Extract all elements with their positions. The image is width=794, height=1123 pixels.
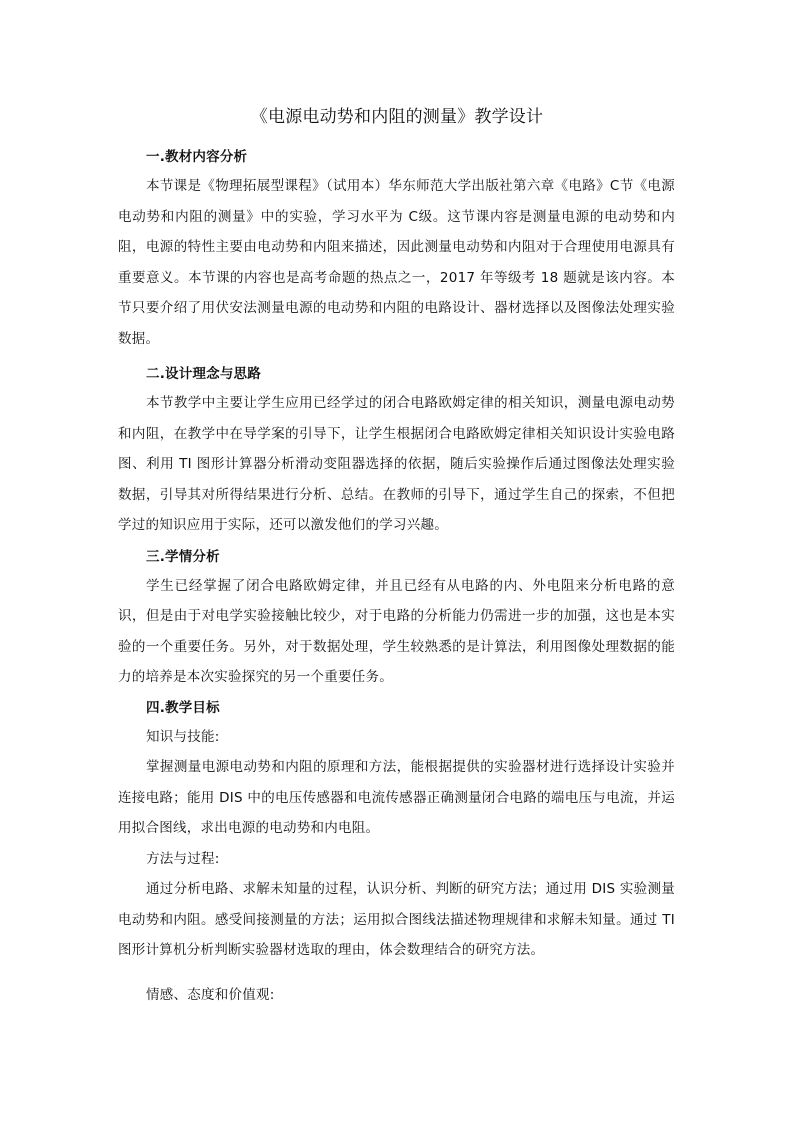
goal-knowledge-skills bbox=[118, 722, 675, 844]
section-textbook-analysis bbox=[118, 143, 675, 354]
goal-label: 方法与过程: bbox=[146, 850, 220, 867]
goal-paragraph: 掌握测量电源电动势和内阻的原理和方法，能根据提供的实验器材进行选择设计实验并连接电路；能用 DIS 中的电压传感器和电流传感器正确测量闭合电路的端电压与电流，并运用拟合图线，求出电源的电动势和内电阻。 bbox=[118, 759, 675, 836]
goal-label: 知识与技能: bbox=[146, 728, 220, 745]
section-heading: 一.教材内容分析 bbox=[146, 149, 248, 165]
section-heading: 三.学情分析 bbox=[146, 548, 220, 565]
goal-emotion-attitude-values bbox=[118, 980, 675, 1011]
section-teaching-goals bbox=[118, 694, 675, 1011]
document-title: 《电源电动势和内阻的测量》教学设计 bbox=[250, 107, 544, 127]
document-content bbox=[118, 143, 675, 1010]
section-heading: 二.设计理念与思路 bbox=[146, 366, 261, 382]
goal-methods-process bbox=[118, 844, 675, 966]
section-paragraph: 本节教学中主要让学生应用已经学过的闭合电路欧姆定律的相关知识，测量电源电动势和内阻，在教学中在导学案的引导下，让学生根据闭合电路欧姆定律相关知识设计实验电路图、利用 TI 图形计算器分析滑动变阻器选择的依据，随后实验操作后通过图像法处理实验数据，引导其对所得结果进行分析、总结。在教师的引导下，通过学生自己的探索，不但把学过的知识应用于实际，还可以激发他们的学习兴趣。 bbox=[118, 395, 675, 533]
goal-label: 情感、态度和价值观: bbox=[146, 986, 275, 1003]
section-heading: 四.教学目标 bbox=[146, 699, 220, 716]
section-paragraph: 本节课是《物理拓展型课程》（试用本）华东师范大学出版社第六章《电路》C节《电源电动势和内阻的测量》中的实验，学习水平为 C级。这节课内容是测量电源的电动势和内阻，电源的特性主要由电动势和内阻来描述，因此测量电动势和内阻对于合理使用电源具有重要意义。本节课的内容也是高考命题的热点之一，2017 年等级考 18 题就是该内容。本节只要介绍了用伏安法测量电源的电动势和内阻的电路设计、器材选择以及图像法处理实验数据。 bbox=[118, 178, 675, 347]
section-paragraph: 学生已经掌握了闭合电路欧姆定律，并且已经有从电路的内、外电阻来分析电路的意识，但是由于对电学实验接触比较少，对于电路的分析能力仍需进一步的加强，这也是本实验的一个重要任务。另外，对于数据处理，学生较熟悉的是计算法，利用图像处理数据的能力的培养是本次实验探究的另一个重要任务。 bbox=[118, 577, 675, 685]
goal-paragraph: 通过分析电路、求解未知量的过程，认识分析、判断的研究方法；通过用 DIS 实验测量电动势和内阻。感受间接测量的方法；运用拟合图线法描述物理规律和求解未知量。通过 TI 图形计算机分析判断实验器材选取的理由，体会数理结合的研究方法。 bbox=[118, 881, 675, 958]
section-design-concept bbox=[118, 360, 675, 541]
section-learner-analysis bbox=[118, 543, 675, 693]
